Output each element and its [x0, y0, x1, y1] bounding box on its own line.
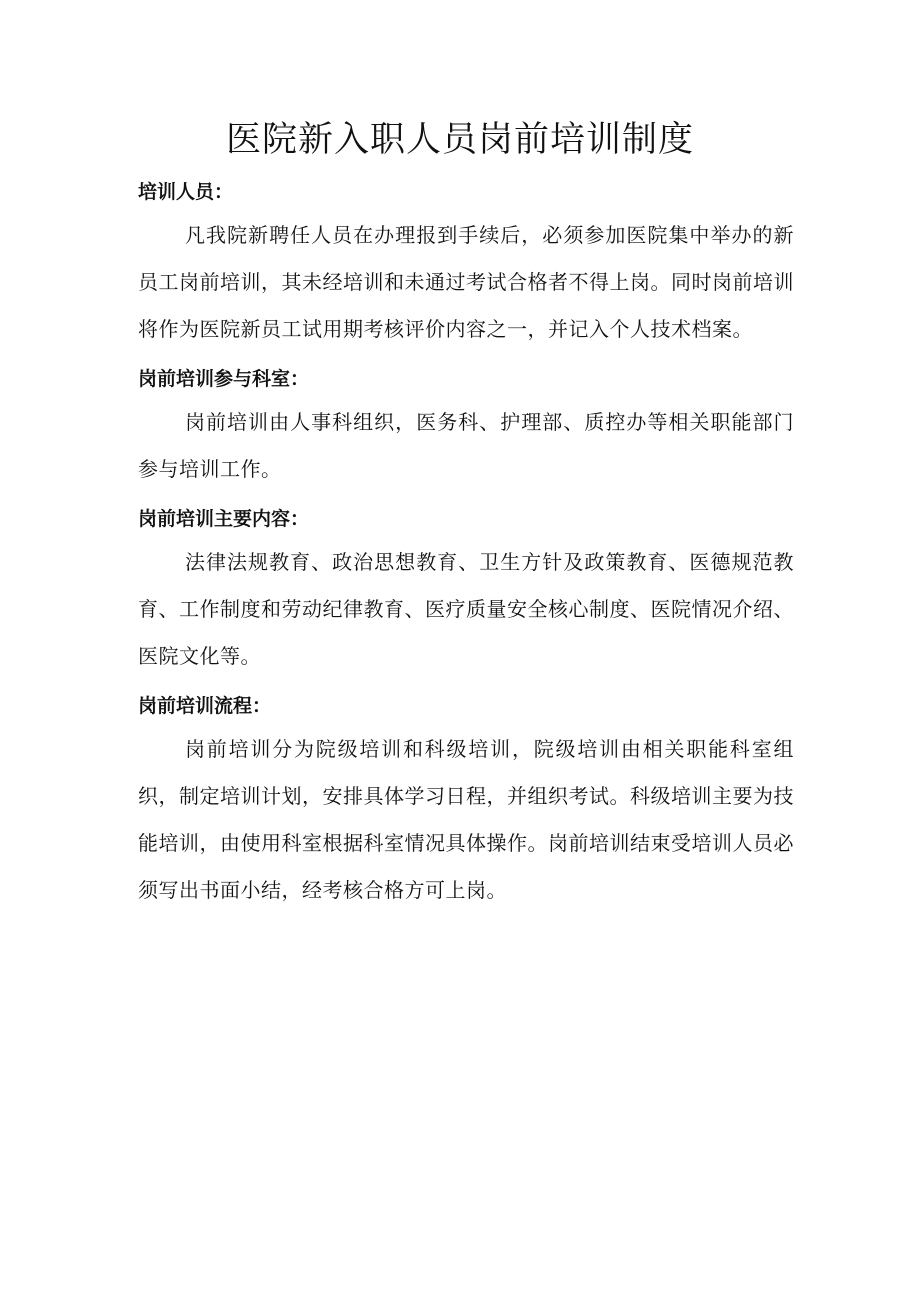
section-heading: 岗前培训参与科室： [138, 368, 310, 390]
section-paragraph: 岗前培训由人事科组织，医务科、护理部、质控办等相关职能部门参与培训工作。 [138, 410, 794, 481]
document-body [138, 172, 794, 920]
section-paragraph: 凡我院新聘任人员在办理报到手续后，必须参加医院集中举办的新员工岗前培训，其未经培训和未通过考试合格者不得上岗。同时岗前培训将作为医院新员工试用期考核评价内容之一，并记入个人技术档案。 [138, 223, 794, 341]
section-main-content [138, 499, 794, 680]
section-training-process [138, 686, 794, 914]
document-title: 医院新入职人员岗前培训制度 [225, 120, 694, 160]
section-participating-departments [138, 359, 794, 493]
section-training-personnel [138, 172, 794, 353]
section-heading: 岗前培训主要内容： [138, 508, 310, 530]
section-paragraph: 岗前培训分为院级培训和科级培训，院级培训由相关职能科室组织，制定培训计划，安排具体学习日程，并组织考试。科级培训主要为技能培训，由使用科室根据科室情况具体操作。岗前培训结束受培训人员必须写出书面小结，经考核合格方可上岗。 [138, 737, 794, 902]
section-heading: 培训人员： [138, 181, 234, 203]
section-heading: 岗前培训流程： [138, 695, 272, 717]
section-paragraph: 法律法规教育、政治思想教育、卫生方针及政策教育、医德规范教育、工作制度和劳动纪律教育、医疗质量安全核心制度、医院情况介绍、医院文化等。 [138, 550, 794, 668]
